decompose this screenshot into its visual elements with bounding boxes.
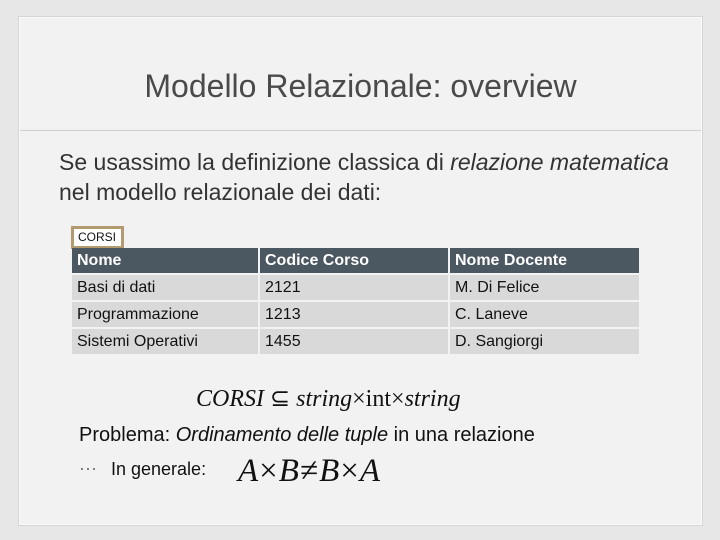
table-cell: 2121 xyxy=(260,275,448,300)
table-row xyxy=(72,329,639,354)
formula-lhs: CORSI xyxy=(196,386,264,412)
non-commutative-formula xyxy=(238,453,381,490)
table-cell: Basi di dati xyxy=(72,275,258,300)
table-row xyxy=(72,302,639,327)
times-symbol: × xyxy=(391,386,405,412)
type-formula xyxy=(196,384,461,413)
intro-text-2: nel modello relazionale dei dati: xyxy=(59,179,382,205)
header-nome: Nome xyxy=(72,248,258,273)
formula2-b2: B xyxy=(319,453,341,489)
table-cell: 1213 xyxy=(260,302,448,327)
table-cell: Programmazione xyxy=(72,302,258,327)
title-area xyxy=(20,18,701,131)
not-equal-symbol: ≠ xyxy=(299,453,320,489)
table-cell: C. Laneve xyxy=(450,302,639,327)
intro-italic: relazione matematica xyxy=(450,149,669,175)
problem-rest: in una relazione xyxy=(388,424,535,446)
problem-label: Problema xyxy=(79,424,165,446)
table-cell: D. Sangiorgi xyxy=(450,329,639,354)
relation-table xyxy=(70,246,641,356)
times-symbol: × xyxy=(340,453,360,489)
table-cell: 1455 xyxy=(260,329,448,354)
header-codice-corso: Codice Corso xyxy=(260,248,448,273)
problem-line xyxy=(79,424,535,447)
general-line xyxy=(79,459,206,480)
table-cell: Sistemi Operativi xyxy=(72,329,258,354)
intro-paragraph xyxy=(59,147,669,207)
table-name-tag: CORSI xyxy=(71,226,124,249)
slide-title: Modello Relazionale: overview xyxy=(144,68,577,104)
general-text: In generale: xyxy=(111,459,207,479)
formula2-a: A xyxy=(238,453,260,489)
times-symbol: × xyxy=(259,453,279,489)
formula-type-3: string xyxy=(404,386,461,412)
problem-colon: : xyxy=(164,424,176,446)
table-row xyxy=(72,275,639,300)
formula2-b: B xyxy=(278,453,300,489)
intro-text-1: Se usassimo la definizione classica di xyxy=(59,149,451,175)
formula-type-2: int xyxy=(365,386,392,412)
formula2-a2: A xyxy=(359,453,382,489)
times-symbol: × xyxy=(352,386,366,412)
ellipsis-bullet-icon: ⋯ xyxy=(79,459,97,479)
table-cell: M. Di Felice xyxy=(450,275,639,300)
problem-italic: Ordinamento delle tuple xyxy=(175,424,389,446)
header-nome-docente: Nome Docente xyxy=(450,248,639,273)
formula-type-1: string xyxy=(296,386,353,412)
subset-symbol: ⊆ xyxy=(270,386,291,412)
table-header-row xyxy=(72,248,639,273)
